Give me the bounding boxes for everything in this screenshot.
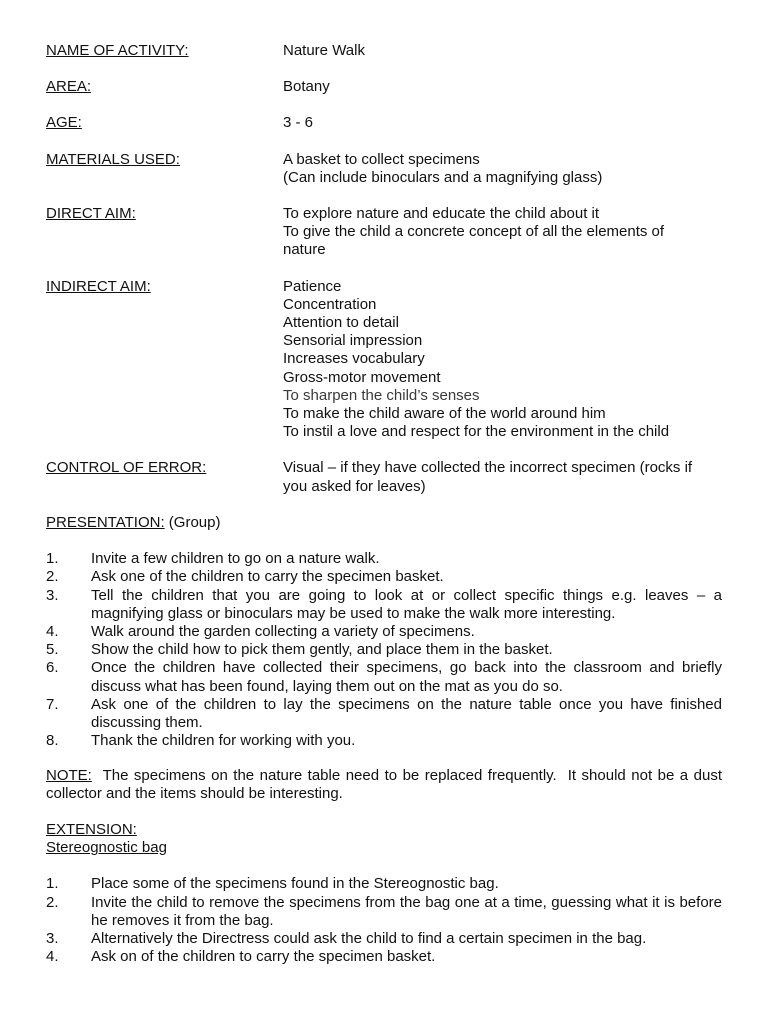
list-item — [46, 659, 722, 695]
extension-steps — [46, 875, 722, 966]
list-item — [46, 641, 722, 659]
step-text: Once the children have collected their specimens, go back into the classroom and briefly discuss what has been found, laying them out on the mat as you do so. — [91, 659, 722, 695]
step-text: Place some of the specimens found in the Stereognostic bag. — [91, 875, 499, 893]
extension-heading: EXTENSION: — [46, 821, 137, 838]
list-item — [46, 568, 722, 586]
note-text: The specimens on the nature table need to be replaced frequently. It should not be a dust collector and the items should be interesting. — [46, 767, 727, 803]
extension-subheading: Stereognostic bag — [46, 839, 167, 857]
list-item — [46, 550, 722, 568]
step-text: Thank the children for working with you. — [91, 732, 356, 750]
step-text: Invite a few children to go on a nature walk. — [91, 550, 380, 568]
field-value: To give the child a concrete concept of all the elements of — [283, 223, 665, 241]
list-item — [46, 894, 722, 930]
field-age — [46, 114, 726, 132]
list-item — [46, 948, 722, 966]
step-text: Ask one of the children to lay the specimens on the nature table once you have finished discussing them. — [91, 695, 722, 732]
field-value: To explore nature and educate the child about it — [283, 205, 600, 223]
step-text: Show the child how to pick them gently, and place them in the basket. — [91, 641, 553, 659]
field-value: Gross-motor movement — [283, 368, 441, 386]
field-label: AGE: — [46, 114, 82, 132]
field-label: AREA: — [46, 78, 92, 96]
field-value: Patience — [283, 277, 342, 295]
step-number: 4. — [46, 948, 59, 966]
field-direct-aim — [46, 205, 726, 260]
step-text: Ask one of the children to carry the specimen basket. — [91, 568, 444, 586]
step-number: 3. — [46, 586, 59, 604]
step-number: 7. — [46, 695, 59, 713]
list-item — [46, 696, 722, 732]
presentation-section — [46, 514, 722, 750]
field-name-of-activity — [46, 42, 726, 60]
step-text: Invite the child to remove the specimens from the bag one at a time, guessing what it is before he removes it from the bag. — [91, 893, 722, 929]
field-value: Sensorial impression — [283, 332, 423, 350]
field-control-of-error — [46, 459, 726, 495]
field-value: Concentration — [283, 295, 377, 313]
step-text: Alternatively the Directress could ask the child to find a certain specimen in the bag. — [91, 930, 647, 948]
field-value: Nature Walk — [283, 42, 365, 59]
field-value: To make the child aware of the world around him — [283, 405, 606, 423]
presentation-heading-suffix: (Group) — [164, 514, 221, 531]
field-value: 3 - 6 — [283, 114, 314, 132]
field-label: INDIRECT AIM: — [46, 277, 151, 295]
step-number: 2. — [46, 893, 59, 911]
step-number: 6. — [46, 659, 59, 677]
field-value: nature — [283, 241, 326, 259]
step-number: 1. — [46, 550, 59, 568]
field-value: Increases vocabulary — [283, 350, 425, 368]
step-text: Tell the children that you are going to look at or collect specific things e.g. leaves – a magnifying glass or binoculars may be used to make the walk more interesting. — [91, 586, 722, 622]
note-paragraph — [46, 767, 727, 803]
field-indirect-aim — [46, 278, 726, 442]
presentation-heading: PRESENTATION: — [46, 514, 165, 531]
field-label: MATERIALS USED: — [46, 150, 180, 168]
field-materials-used — [46, 151, 726, 187]
step-number: 8. — [46, 732, 59, 750]
list-item — [46, 623, 722, 641]
field-value: you asked for leaves) — [283, 477, 426, 495]
step-number: 4. — [46, 623, 59, 641]
field-label: NAME OF ACTIVITY: — [46, 42, 189, 59]
step-text: Walk around the garden collecting a variety of specimens. — [91, 623, 475, 641]
presentation-steps — [46, 550, 722, 750]
step-number: 1. — [46, 875, 59, 893]
field-value: To instil a love and respect for the environment in the child — [283, 423, 670, 441]
activity-fields — [46, 42, 726, 514]
field-value: Botany — [283, 78, 330, 96]
presentation-heading-line — [46, 514, 722, 532]
step-text: Ask on of the children to carry the specimen basket. — [91, 948, 436, 966]
step-number: 3. — [46, 930, 59, 948]
field-value: Visual – if they have collected the incorrect specimen (rocks if — [283, 459, 693, 477]
field-label: DIRECT AIM: — [46, 205, 136, 223]
field-value: Attention to detail — [283, 314, 399, 332]
extension-section — [46, 821, 722, 966]
list-item — [46, 587, 722, 623]
field-value: To sharpen the child’s senses — [283, 386, 480, 404]
field-value: (Can include binoculars and a magnifying glass) — [283, 168, 603, 186]
note-label: NOTE: — [46, 767, 92, 784]
list-item — [46, 930, 722, 948]
step-number: 2. — [46, 568, 59, 586]
field-area — [46, 78, 726, 96]
list-item — [46, 732, 722, 750]
field-label: CONTROL OF ERROR: — [46, 459, 207, 477]
field-value: A basket to collect specimens — [283, 150, 480, 168]
list-item — [46, 875, 722, 893]
step-number: 5. — [46, 641, 59, 659]
